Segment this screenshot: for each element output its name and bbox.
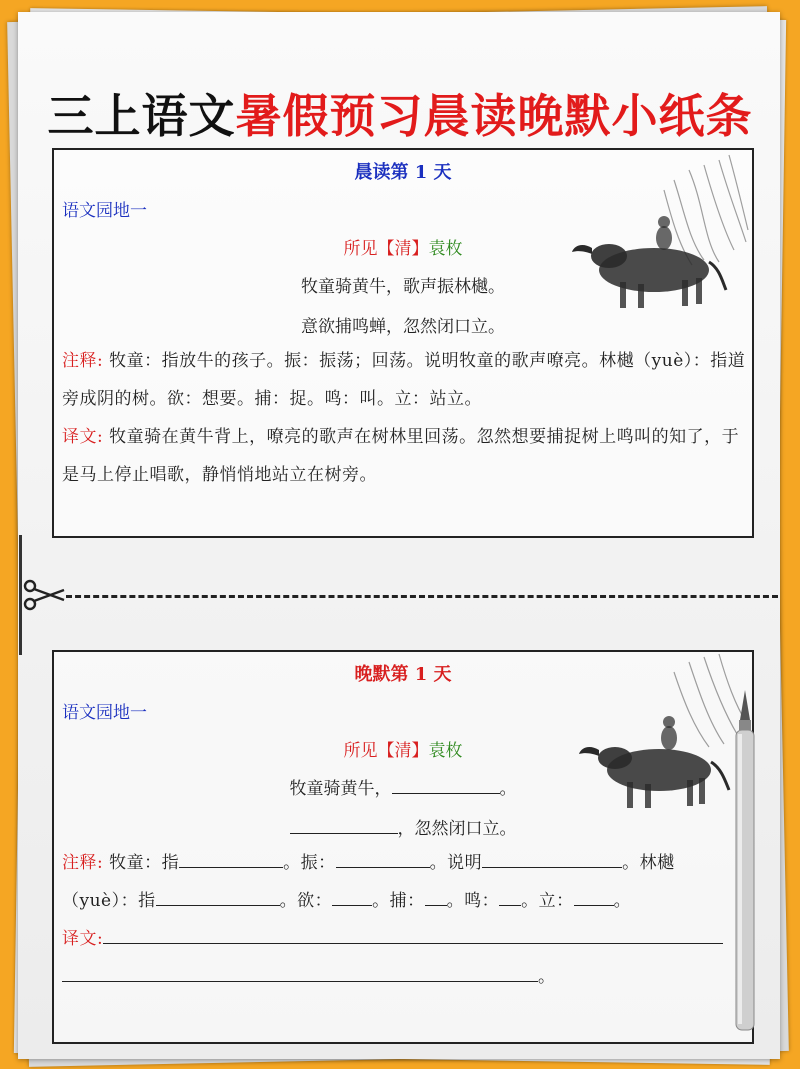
poem-dynasty: 【清】 xyxy=(377,741,429,761)
translation-label: 译文: xyxy=(62,427,104,447)
poem-author: 袁枚 xyxy=(428,741,463,761)
translation-label: 译文: xyxy=(62,929,104,949)
poem-name: 所见 xyxy=(343,741,378,761)
fill-blank[interactable] xyxy=(574,889,614,906)
fill-blank[interactable] xyxy=(425,889,447,906)
evening-unit: 语文园地一 xyxy=(62,703,147,723)
notes-text: 。立： xyxy=(521,891,574,911)
evening-heading: 晚默第 1 天 xyxy=(354,664,452,685)
poem-dynasty: 【清】 xyxy=(377,239,429,259)
notes-text: 。 xyxy=(613,891,632,911)
morning-translation xyxy=(62,418,748,494)
morning-notes xyxy=(62,342,748,418)
fill-blank[interactable] xyxy=(62,965,538,982)
evening-notes xyxy=(62,844,748,920)
line2-end: ，忽然闭口立。 xyxy=(397,819,517,839)
notes-text: 。捕： xyxy=(372,891,425,911)
evening-card xyxy=(52,650,754,1044)
title-red-part: 暑假预习晨读晚默小纸条 xyxy=(235,89,753,143)
notes-label: 注释: xyxy=(62,853,104,873)
notes-text: 。振： xyxy=(283,853,336,873)
scissors-icon xyxy=(22,578,66,612)
morning-heading: 晨读第 1 天 xyxy=(354,162,452,183)
line1-start: 牧童骑黄牛， xyxy=(289,779,392,799)
fill-blank[interactable] xyxy=(179,851,283,868)
poem-name: 所见 xyxy=(343,239,378,259)
dashed-cut-line xyxy=(66,595,778,598)
fill-blank[interactable] xyxy=(156,889,280,906)
translation-text: 牧童骑在黄牛背上，嘹亮的歌声在树林里回荡。忽然想要捕捉树上鸣叫的知了，于是马上停止唱歌，静悄悄地站立在树旁。 xyxy=(62,427,740,485)
title-black-part: 三上语文 xyxy=(47,89,236,143)
morning-unit: 语文园地一 xyxy=(62,201,147,221)
page-title xyxy=(0,80,800,146)
evening-poem-title xyxy=(54,736,752,761)
fill-blank[interactable] xyxy=(290,817,398,834)
fill-blank[interactable] xyxy=(499,889,521,906)
fill-blank[interactable] xyxy=(482,851,622,868)
fill-blank[interactable] xyxy=(103,927,723,944)
evening-poem-line-2 xyxy=(54,814,752,839)
evening-translation xyxy=(62,920,748,996)
line1-end: 。 xyxy=(499,779,517,799)
notes-text: 牧童：指放牛的孩子。振：振荡；回荡。说明牧童的歌声嘹亮。林樾（yuè）：指道旁成阴的树。欲：想要。捕：捉。鸣：叫。立：站立。 xyxy=(62,351,746,409)
fill-blank[interactable] xyxy=(392,777,500,794)
morning-card xyxy=(52,148,754,538)
notes-text: 。欲： xyxy=(279,891,333,911)
fountain-pen-icon xyxy=(730,690,760,1040)
poem-author: 袁枚 xyxy=(428,239,463,259)
notes-text: （yuè）：指 xyxy=(62,891,156,911)
morning-poem-title xyxy=(54,234,752,259)
fill-blank[interactable] xyxy=(336,851,430,868)
notes-text: 。林樾 xyxy=(622,853,675,873)
notes-label: 注释: xyxy=(62,351,104,371)
morning-poem-line-2: 意欲捕鸣蝉，忽然闭口立。 xyxy=(301,317,505,337)
evening-poem-line-1 xyxy=(54,774,752,799)
morning-poem-line-1: 牧童骑黄牛，歌声振林樾。 xyxy=(301,277,505,297)
fill-blank[interactable] xyxy=(332,889,372,906)
notes-text: 牧童：指 xyxy=(103,853,180,873)
notes-text: 。鸣： xyxy=(446,891,500,911)
notes-text: 。说明 xyxy=(429,853,483,873)
translation-end: 。 xyxy=(538,967,556,987)
